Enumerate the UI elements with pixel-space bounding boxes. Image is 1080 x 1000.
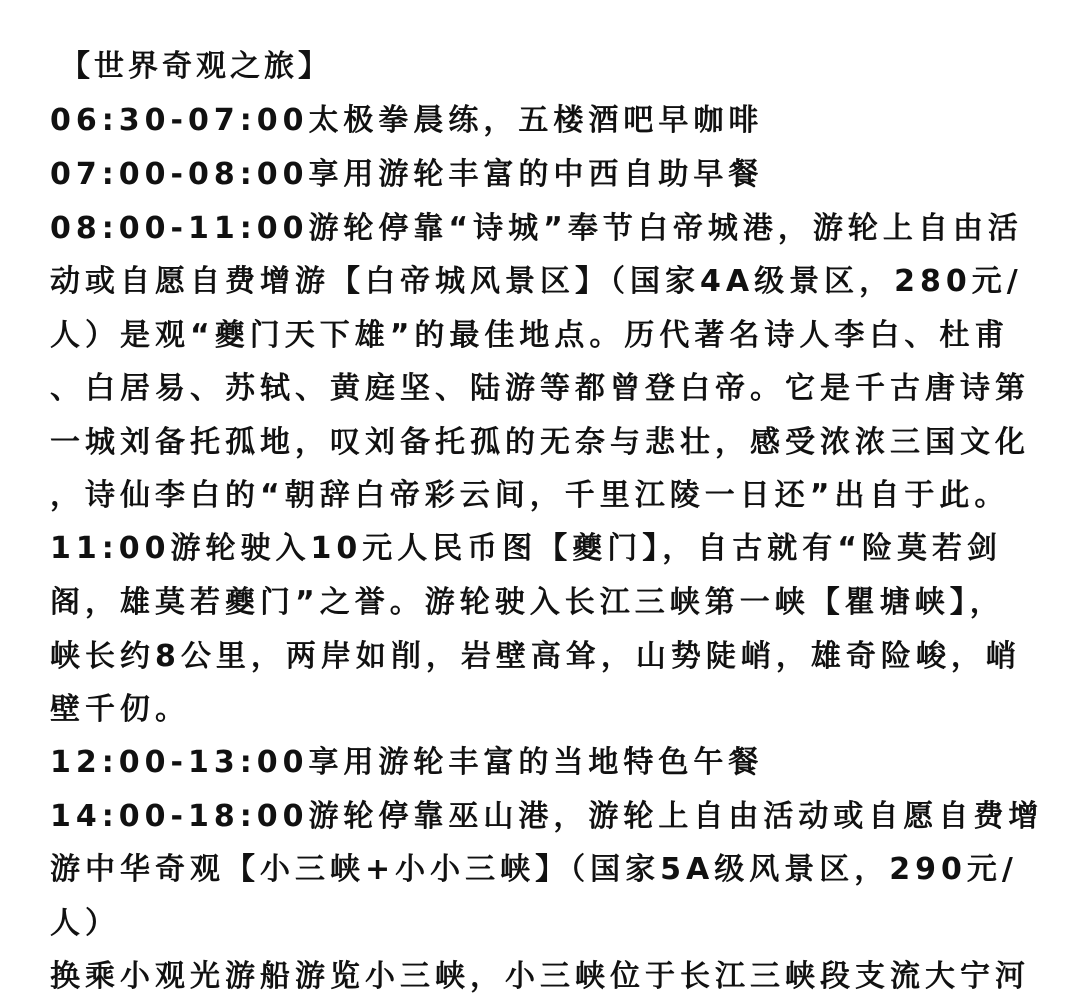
text-line: 峡长约8公里，两岸如削，岩壁高耸，山势陡峭，雄奇险峻，峭 bbox=[50, 639, 1021, 674]
section-heading: 【世界奇观之旅】 bbox=[60, 49, 332, 84]
text-line: 动或自愿自费增游【白帝城风景区】（国家4A级景区，280元/ bbox=[50, 264, 1023, 299]
text-line: 人）是观“夔门天下雄”的最佳地点。历代著名诗人李白、杜甫 bbox=[50, 318, 1010, 353]
text-line: 阁，雄莫若夔门”之誉。游轮驶入长江三峡第一峡【瞿塘峡】， bbox=[50, 585, 1005, 620]
text-line: 、白居易、苏轼、黄庭坚、陆游等都曾登白帝。它是千古唐诗第 bbox=[50, 371, 1030, 406]
text-line: 11:00游轮驶入10元人民币图【夔门】，自古就有“险莫若剑 bbox=[50, 531, 1002, 566]
text-line: 08:00-11:00游轮停靠“诗城”奉节白帝城港，游轮上自由活 bbox=[50, 211, 1023, 246]
text-line: 07:00-08:00享用游轮丰富的中西自助早餐 bbox=[50, 157, 764, 192]
text-line: 换乘小观光游船游览小三峡，小三峡位于长江三峡段支流大宁河 bbox=[50, 959, 1030, 994]
text-line: 14:00-18:00游轮停靠巫山港，游轮上自由活动或自愿自费增 bbox=[50, 799, 1044, 834]
text-line: 一城刘备托孤地，叹刘备托孤的无奈与悲壮，感受浓浓三国文化 bbox=[50, 425, 1030, 460]
text-line: ，诗仙李白的“朝辞白帝彩云间，千里江陵一日还”出自于此。 bbox=[50, 478, 1010, 513]
text-line: 06:30-07:00太极拳晨练，五楼酒吧早咖啡 bbox=[50, 103, 764, 138]
text-line: 12:00-13:00享用游轮丰富的当地特色午餐 bbox=[50, 745, 764, 780]
text-line: 游中华奇观【小三峡+小小三峡】（国家5A级风景区，290元/ bbox=[50, 852, 1018, 887]
text-line: 人） bbox=[50, 906, 120, 941]
text-line: 壁千仞。 bbox=[50, 692, 190, 727]
